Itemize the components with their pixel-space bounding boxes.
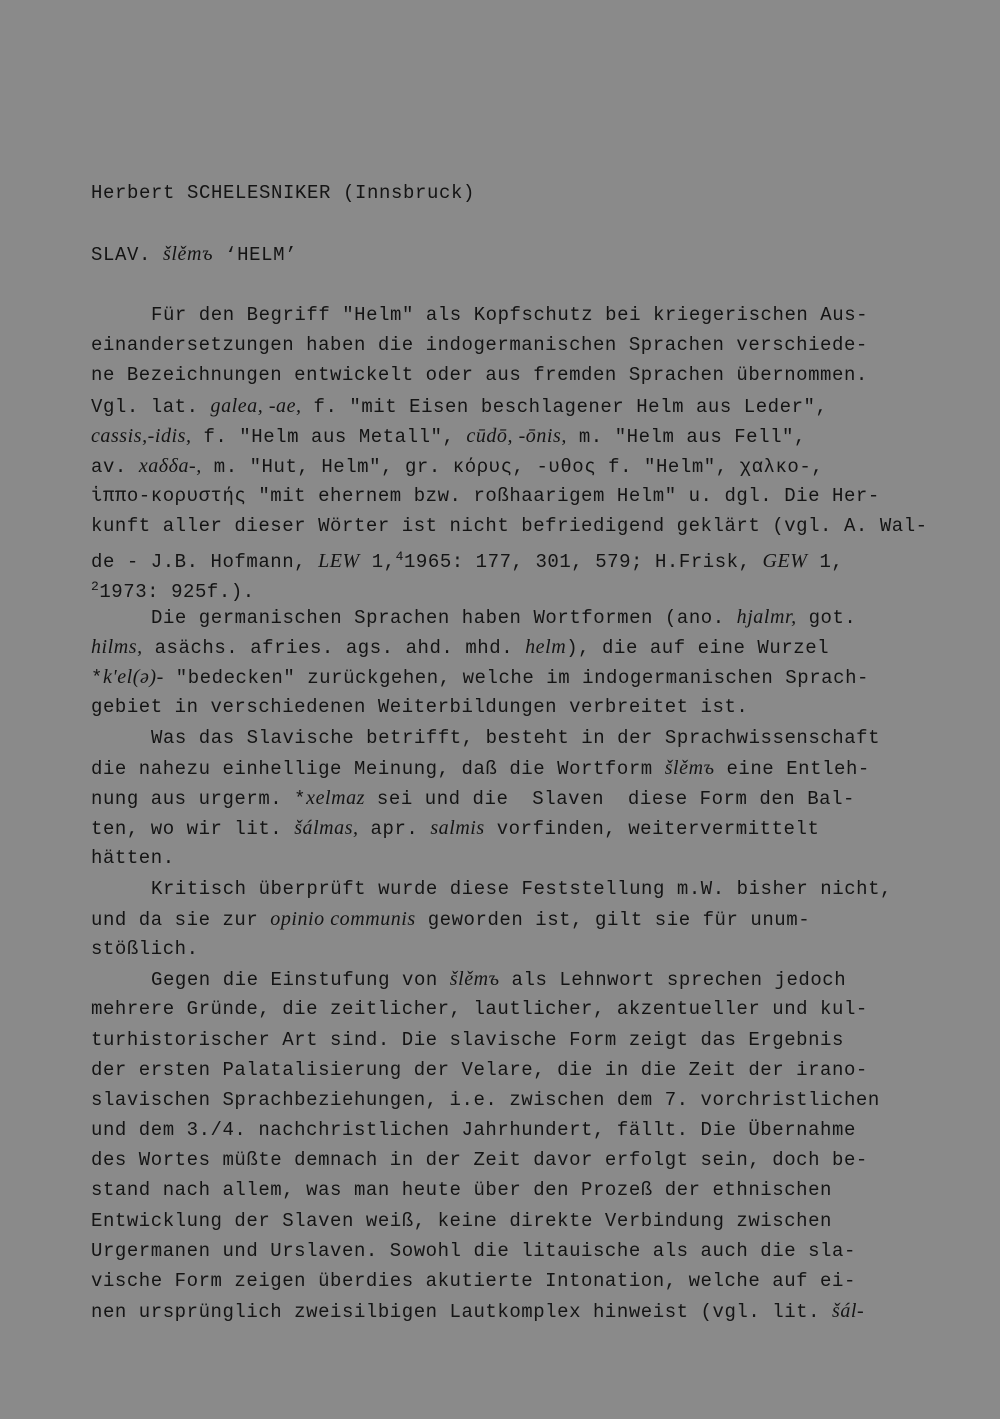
text-run: m. "Helm aus Fell", [566,425,806,448]
text-run: 1965: 177, 301, 579; H.Frisk, [403,550,763,573]
text-line [91,753,921,783]
text-line: und dem 3./4. nachchristlichen Jahrhundert, fällt. Die Übernahme [91,1119,856,1142]
text-line: kunft aller dieser Wörter ist nicht befriedigend geklärt (vgl. A. Wal- [91,515,928,538]
italic-term: helm [525,636,567,659]
italic-term: cassis,-idis, [91,424,192,447]
text-line [91,662,921,692]
text-line: slavischen Sprachbeziehungen, i.e. zwischen dem 7. vorchristlichen [91,1088,880,1111]
text-line [91,904,921,934]
text-line: hätten. [91,847,175,870]
italic-term: opinio communis [270,907,416,930]
text-line: gebiet in verschiedenen Weiterbildungen verbreitet ist. [91,696,749,719]
text-line [91,602,921,632]
text-run: 1, [359,550,396,573]
author-line: Herbert SCHELESNIKER (Innsbruck) [91,182,476,204]
title-prefix: SLAV. [91,244,164,266]
text-line: der ersten Palatalisierung der Velare, die in die Zeit der irano- [91,1058,868,1081]
article-title [91,243,297,266]
text-line: Was das Slavische betrifft, besteht in der Sprachwissenschaft [151,726,881,749]
text-run: apr. [358,818,431,841]
text-line: mehrere Gründe, die zeitlicher, lautlicher, akzentueller und kul- [91,998,868,1021]
text-run: eine Entleh- [714,757,870,780]
italic-term: šlěmъ [449,968,500,991]
text-line [91,813,921,843]
italic-term: galea, -ae, [210,394,302,417]
text-run: m. "Hut, Helm", gr. κόρυς, -υθος f. "Helm", χαλκο-, [201,455,824,478]
text-line [91,1296,921,1326]
italic-term: hilms, [91,636,143,659]
text-line [91,391,921,421]
article-body [91,300,928,1326]
italic-term: LEW [318,549,360,572]
italic-term: cūdō, -ōnis, [466,424,567,447]
text-line: stößlich. [91,937,199,960]
text-run: nung aus urgerm. * [91,788,307,810]
text-line [91,632,921,662]
text-line: einandersetzungen haben die indogermanischen Sprachen verschiede- [91,334,868,357]
text-run: ten, wo wir lit. [91,818,295,841]
text-run: Gegen die Einstufung von [151,969,450,992]
italic-term: xelmaz [306,787,365,809]
italic-term: hjalmr, [736,605,797,628]
text-line [91,421,921,451]
italic-term: salmis [430,817,485,840]
text-line: Entwicklung der Slaven weiß, keine direkte Verbindung zwischen [91,1209,833,1232]
text-line: vische Form zeigen überdies akutierte Intonation, welche auf ei- [91,1270,856,1292]
text-run: ), die auf eine Wurzel [566,637,830,660]
text-line: Kritisch überprüft wurde diese Feststellung m.W. bisher nicht, [151,877,893,900]
text-run: * [91,667,103,690]
italic-term: šálmas, [294,817,359,840]
italic-term: GEW [762,549,808,572]
title-word: šlěmъ [163,243,214,265]
text-line: des Wortes müßte demnach in der Zeit davor erfolgt sein, doch be- [91,1149,868,1172]
text-run: de - J.B. Hofmann, [91,550,319,573]
text-line [91,783,921,813]
text-run: f. "Helm aus Metall", [191,425,467,448]
text-line [91,451,921,481]
text-line: Urgermanen und Urslaven. Sowohl die litauische als auch die sla- [91,1239,856,1262]
superscript: 2 [91,578,100,594]
italic-term: k'el(ə)- [102,666,164,689]
text-run: got. [796,606,857,629]
text-line: stand nach allem, was man heute über den Prozeß der ethnischen [91,1179,833,1202]
text-run: f. "mit Eisen beschlagener Helm aus Leder", [301,395,828,418]
text-run: nen ursprünglich zweisilbigen Lautkomplex hinweist (vgl. lit. [91,1301,833,1324]
text-run: asächs. afries. ags. ahd. mhd. [142,637,526,660]
title-gloss: ‘HELM’ [213,244,298,266]
text-run: "bedecken" zurückgehen, welche im indogermanischen Sprach- [163,667,869,690]
italic-term: xaδδa-, [138,454,202,477]
text-line: ἱππο-κορυστής "mit ehernem bzw. roßhaarigem Helm" u. dgl. Die Her- [91,485,880,508]
text-run: 1, [807,550,844,573]
text-run: geworden ist, gilt sie für unum- [415,908,811,931]
text-run: vorfinden, weitervermittelt [484,818,820,841]
text-run: Die germanischen Sprachen haben Wortformen (ano. [151,606,737,629]
italic-term: šlěmъ [664,756,715,779]
text-line [91,542,921,572]
text-run: die nahezu einhellige Meinung, daß die Wortform [91,757,665,780]
text-run: 1973: 925f.). [99,580,255,603]
text-line [91,964,921,994]
text-run: av. [91,455,139,478]
superscript: 4 [395,548,404,564]
text-line: ne Bezeichnungen entwickelt oder aus fremden Sprachen übernommen. [91,364,868,387]
text-line [91,572,921,602]
text-run: Vgl. lat. [91,395,211,418]
text-line: Für den Begriff "Helm" als Kopfschutz bei kriegerischen Aus- [151,304,869,326]
text-run: und da sie zur [91,908,271,931]
text-line: turhistorischer Art sind. Die slavische Form zeigt das Ergebnis [91,1028,844,1051]
text-run: als Lehnwort sprechen jedoch [499,969,847,992]
italic-term: šál- [832,1300,865,1323]
text-run: sei und die Slaven diese Form den Bal- [364,788,856,810]
